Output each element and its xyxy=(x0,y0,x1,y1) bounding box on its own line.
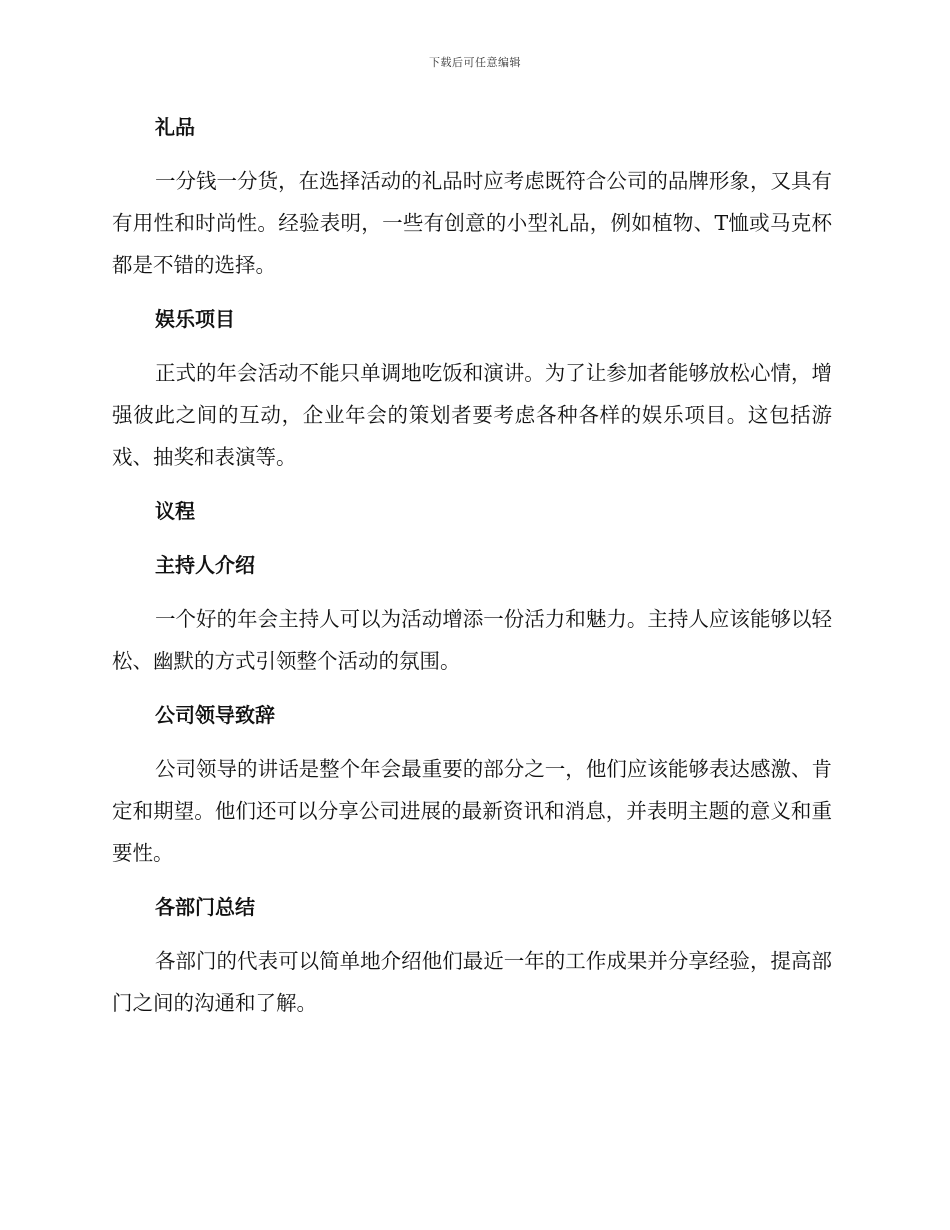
section-heading-entertainment: 娱乐项目 xyxy=(155,307,235,331)
section-paragraph-host-intro: 一个好的年会主持人可以为活动增添一份活力和魅力。主持人应该能够以轻松、幽默的方式引领整个活动的氛围。 xyxy=(112,607,832,673)
section-paragraph-gifts: 一分钱一分货，在选择活动的礼品时应考虑既符合公司的品牌形象，又具有有用性和时尚性。经验表明，一些有创意的小型礼品，例如植物、T恤或马克杯都是不错的选择。 xyxy=(112,169,832,277)
section-paragraph-entertainment: 正式的年会活动不能只单调地吃饭和演讲。为了让参加者能够放松心情，增强彼此之间的互动，企业年会的策划者要考虑各种各样的娱乐项目。这包括游戏、抽奖和表演等。 xyxy=(112,361,832,469)
section-heading-host-intro: 主持人介绍 xyxy=(155,553,255,577)
section-heading-gifts: 礼品 xyxy=(155,115,195,139)
document-body xyxy=(112,106,832,1036)
section-paragraph-leader-speech: 公司领导的讲话是整个年会最重要的部分之一，他们应该能够表达感激、肯定和期望。他们还可以分享公司进展的最新资讯和消息，并表明主题的意义和重要性。 xyxy=(112,757,832,865)
page-header: 下载后可任意编辑 xyxy=(429,56,521,69)
section-heading-department-summary: 各部门总结 xyxy=(155,895,255,919)
section-heading-agenda: 议程 xyxy=(155,499,195,523)
section-paragraph-department-summary: 各部门的代表可以简单地介绍他们最近一年的工作成果并分享经验，提高部门之间的沟通和了解。 xyxy=(112,949,832,1015)
section-heading-leader-speech: 公司领导致辞 xyxy=(155,703,275,727)
